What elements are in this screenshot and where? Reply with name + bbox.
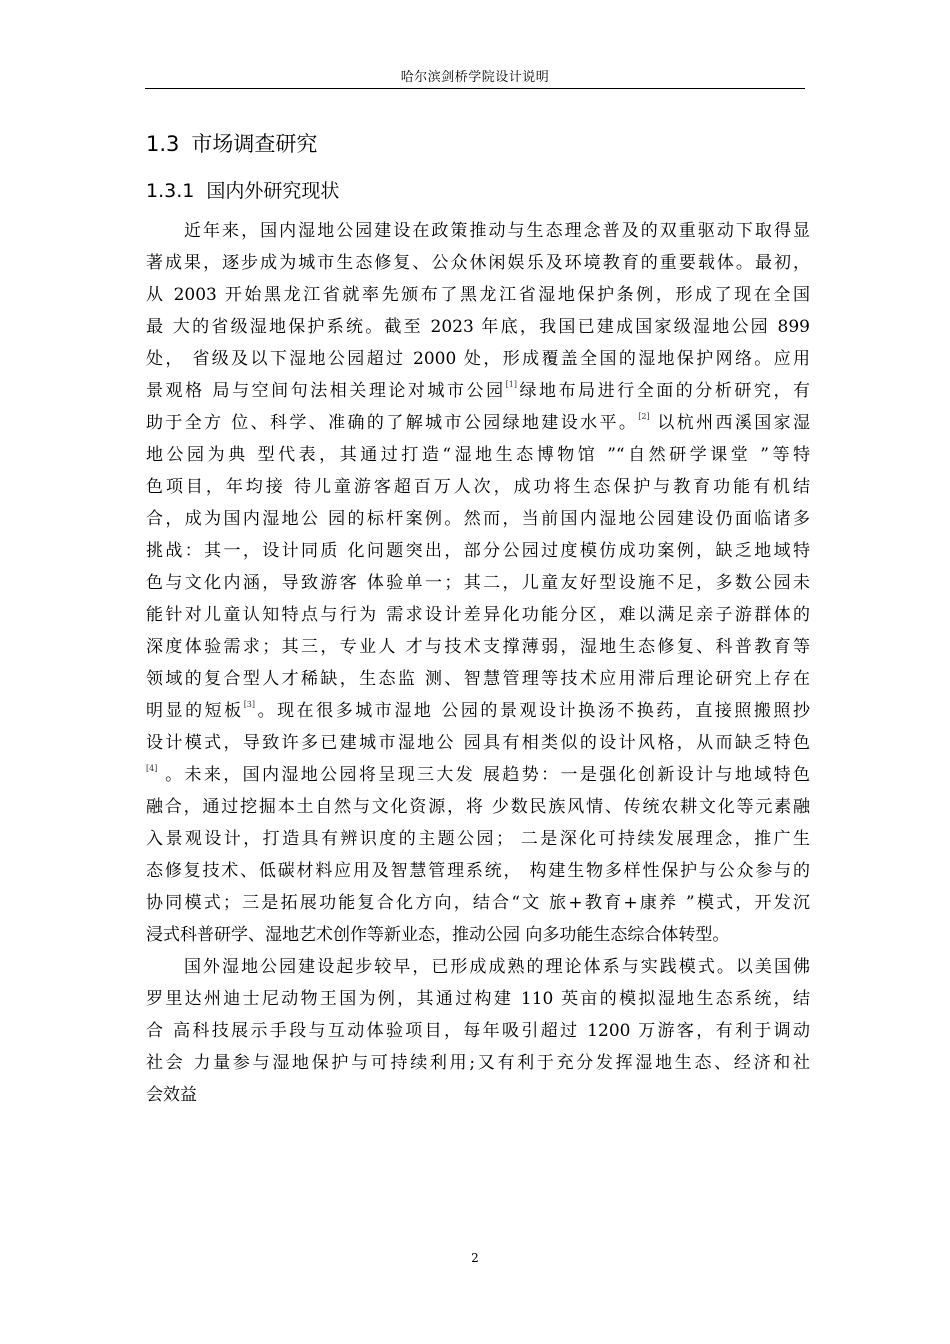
text-line xyxy=(146,407,810,439)
text-line: 态修复技术、低碳材料应用及智慧管理系统， 构建生物多样性保护与公众参与的 xyxy=(146,861,810,881)
text-line: 从 2003 开始黑龙江省就率先颁布了黑龙江省湿地保护条例，形成了现在全国 xyxy=(146,285,810,305)
text-fragment: 明显的短板 xyxy=(146,701,244,721)
citation-3: [3] xyxy=(243,700,256,709)
text-line: 罗里达州迪士尼动物王国为例，其通过构建 110 英亩的模拟湿地生态系统，结 xyxy=(146,989,810,1009)
text-line: 处， 省级及以下湿地公园超过 2000 处，形成覆盖全国的湿地保护网络。应用 xyxy=(146,349,810,369)
section-heading xyxy=(146,128,317,158)
text-line: 领域的复合型人才稀缺，生态监 测、智慧管理等技术应用滞后理论研究上存在 xyxy=(146,669,810,689)
text-line: 能针对儿童认知特点与行为 需求设计差异化功能分区，难以满足亲子游群体的 xyxy=(146,605,810,625)
text-line: 社会 力量参与湿地保护与可持续利用;又有利于充分发挥湿地生态、经济和社 xyxy=(146,1053,810,1073)
section-title: 市场调查研究 xyxy=(191,132,318,156)
subsection-heading xyxy=(146,176,339,203)
text-line: 入景观设计，打造具有辨识度的主题公园； 二是深化可持续发展理念，推广生 xyxy=(146,829,810,849)
text-fragment: 助于全方 位、科学、准确的了解城市公园绿地建设水平。 xyxy=(146,413,639,433)
header-divider xyxy=(145,88,805,89)
text-line: 协同模式；三是拓展功能复合化方向，结合“文 旅+教育+康养 ”模式，开发沉 xyxy=(146,893,810,913)
text-line: 国外湿地公园建设起步较早，已形成成熟的理论体系与实践模式。以美国佛 xyxy=(184,957,810,977)
text-line: 最 大的省级湿地保护系统。截至 2023 年底，我国已建成国家级湿地公园 899 xyxy=(146,317,810,337)
text-line: 地公园为典 型代表，其通过打造“湿地生态博物馆 ”“自然研学课堂 ”等特 xyxy=(146,445,810,465)
text-line: 近年来，国内湿地公园建设在政策推动与生态理念普及的双重驱动下取得显 xyxy=(184,221,810,241)
text-line: 色与文化内涵，导致游客 体验单一；其二，儿童友好型设施不足，多数公园未 xyxy=(146,573,810,593)
citation-4: [4] xyxy=(146,764,158,773)
citation-2: [2] xyxy=(638,412,650,421)
text-line: 著成果，逐步成为城市生态修复、公众休闲娱乐及环境教育的重要载体。最初， xyxy=(146,253,810,273)
text-fragment: 绿地布局进行全面的分析研究，有 xyxy=(516,381,811,401)
text-line: 挑战：其一，设计同质 化问题突出，部分公园过度模仿成功案例，缺乏地域特 xyxy=(146,541,810,561)
text-line: 深度体验需求；其三，专业人 才与技术支撑薄弱，湿地生态修复、科普教育等 xyxy=(146,637,810,657)
paragraph-international xyxy=(146,951,810,1111)
text-fragment: 景观格 局与空间句法相关理论对城市公园 xyxy=(146,381,506,401)
text-line xyxy=(146,375,810,407)
text-line: 设计模式，导致许多已建城市湿地公 园具有相类似的设计风格，从而缺乏特色 xyxy=(146,733,810,753)
page-header: 哈尔滨剑桥学院设计说明 xyxy=(400,70,550,85)
text-fragment: 以杭州西溪国家湿 xyxy=(649,413,811,433)
subsection-number: 1.3.1 xyxy=(146,180,195,202)
text-line: 色项目，年均接 待儿童游客超百万人次，成功将生态保护与教育功能有机结 xyxy=(146,477,810,497)
citation-1: [1] xyxy=(505,380,517,389)
text-line: 合，成为国内湿地公 园的标杆案例。然而，当前国内湿地公园建设仍面临诸多 xyxy=(146,509,810,529)
text-fragment: 。未来，国内湿地公园将呈现三大发 展趋势：一是强化创新设计与地域特色 xyxy=(157,765,810,785)
subsection-title: 国内外研究现状 xyxy=(206,180,340,202)
text-line: 浸式科普研学、湿地艺术创作等新业态，推动公园 向多功能生态综合体转型。 xyxy=(146,925,730,945)
text-line: 会效益 xyxy=(146,1085,197,1105)
text-fragment: 。现在很多城市湿地 公园的景观设计换汤不换药，直接照搬照抄 xyxy=(255,701,810,721)
section-number: 1.3 xyxy=(146,132,180,156)
text-line xyxy=(146,695,810,727)
text-line xyxy=(146,759,810,791)
text-line: 合 高科技展示手段与互动体验项目，每年吸引超过 1200 万游客，有利于调动 xyxy=(146,1021,810,1041)
text-line: 融合，通过挖掘本土自然与文化资源，将 少数民族风情、传统农耕文化等元素融 xyxy=(146,797,810,817)
paragraph-domestic xyxy=(146,215,810,951)
page-number: 2 xyxy=(471,1251,479,1265)
